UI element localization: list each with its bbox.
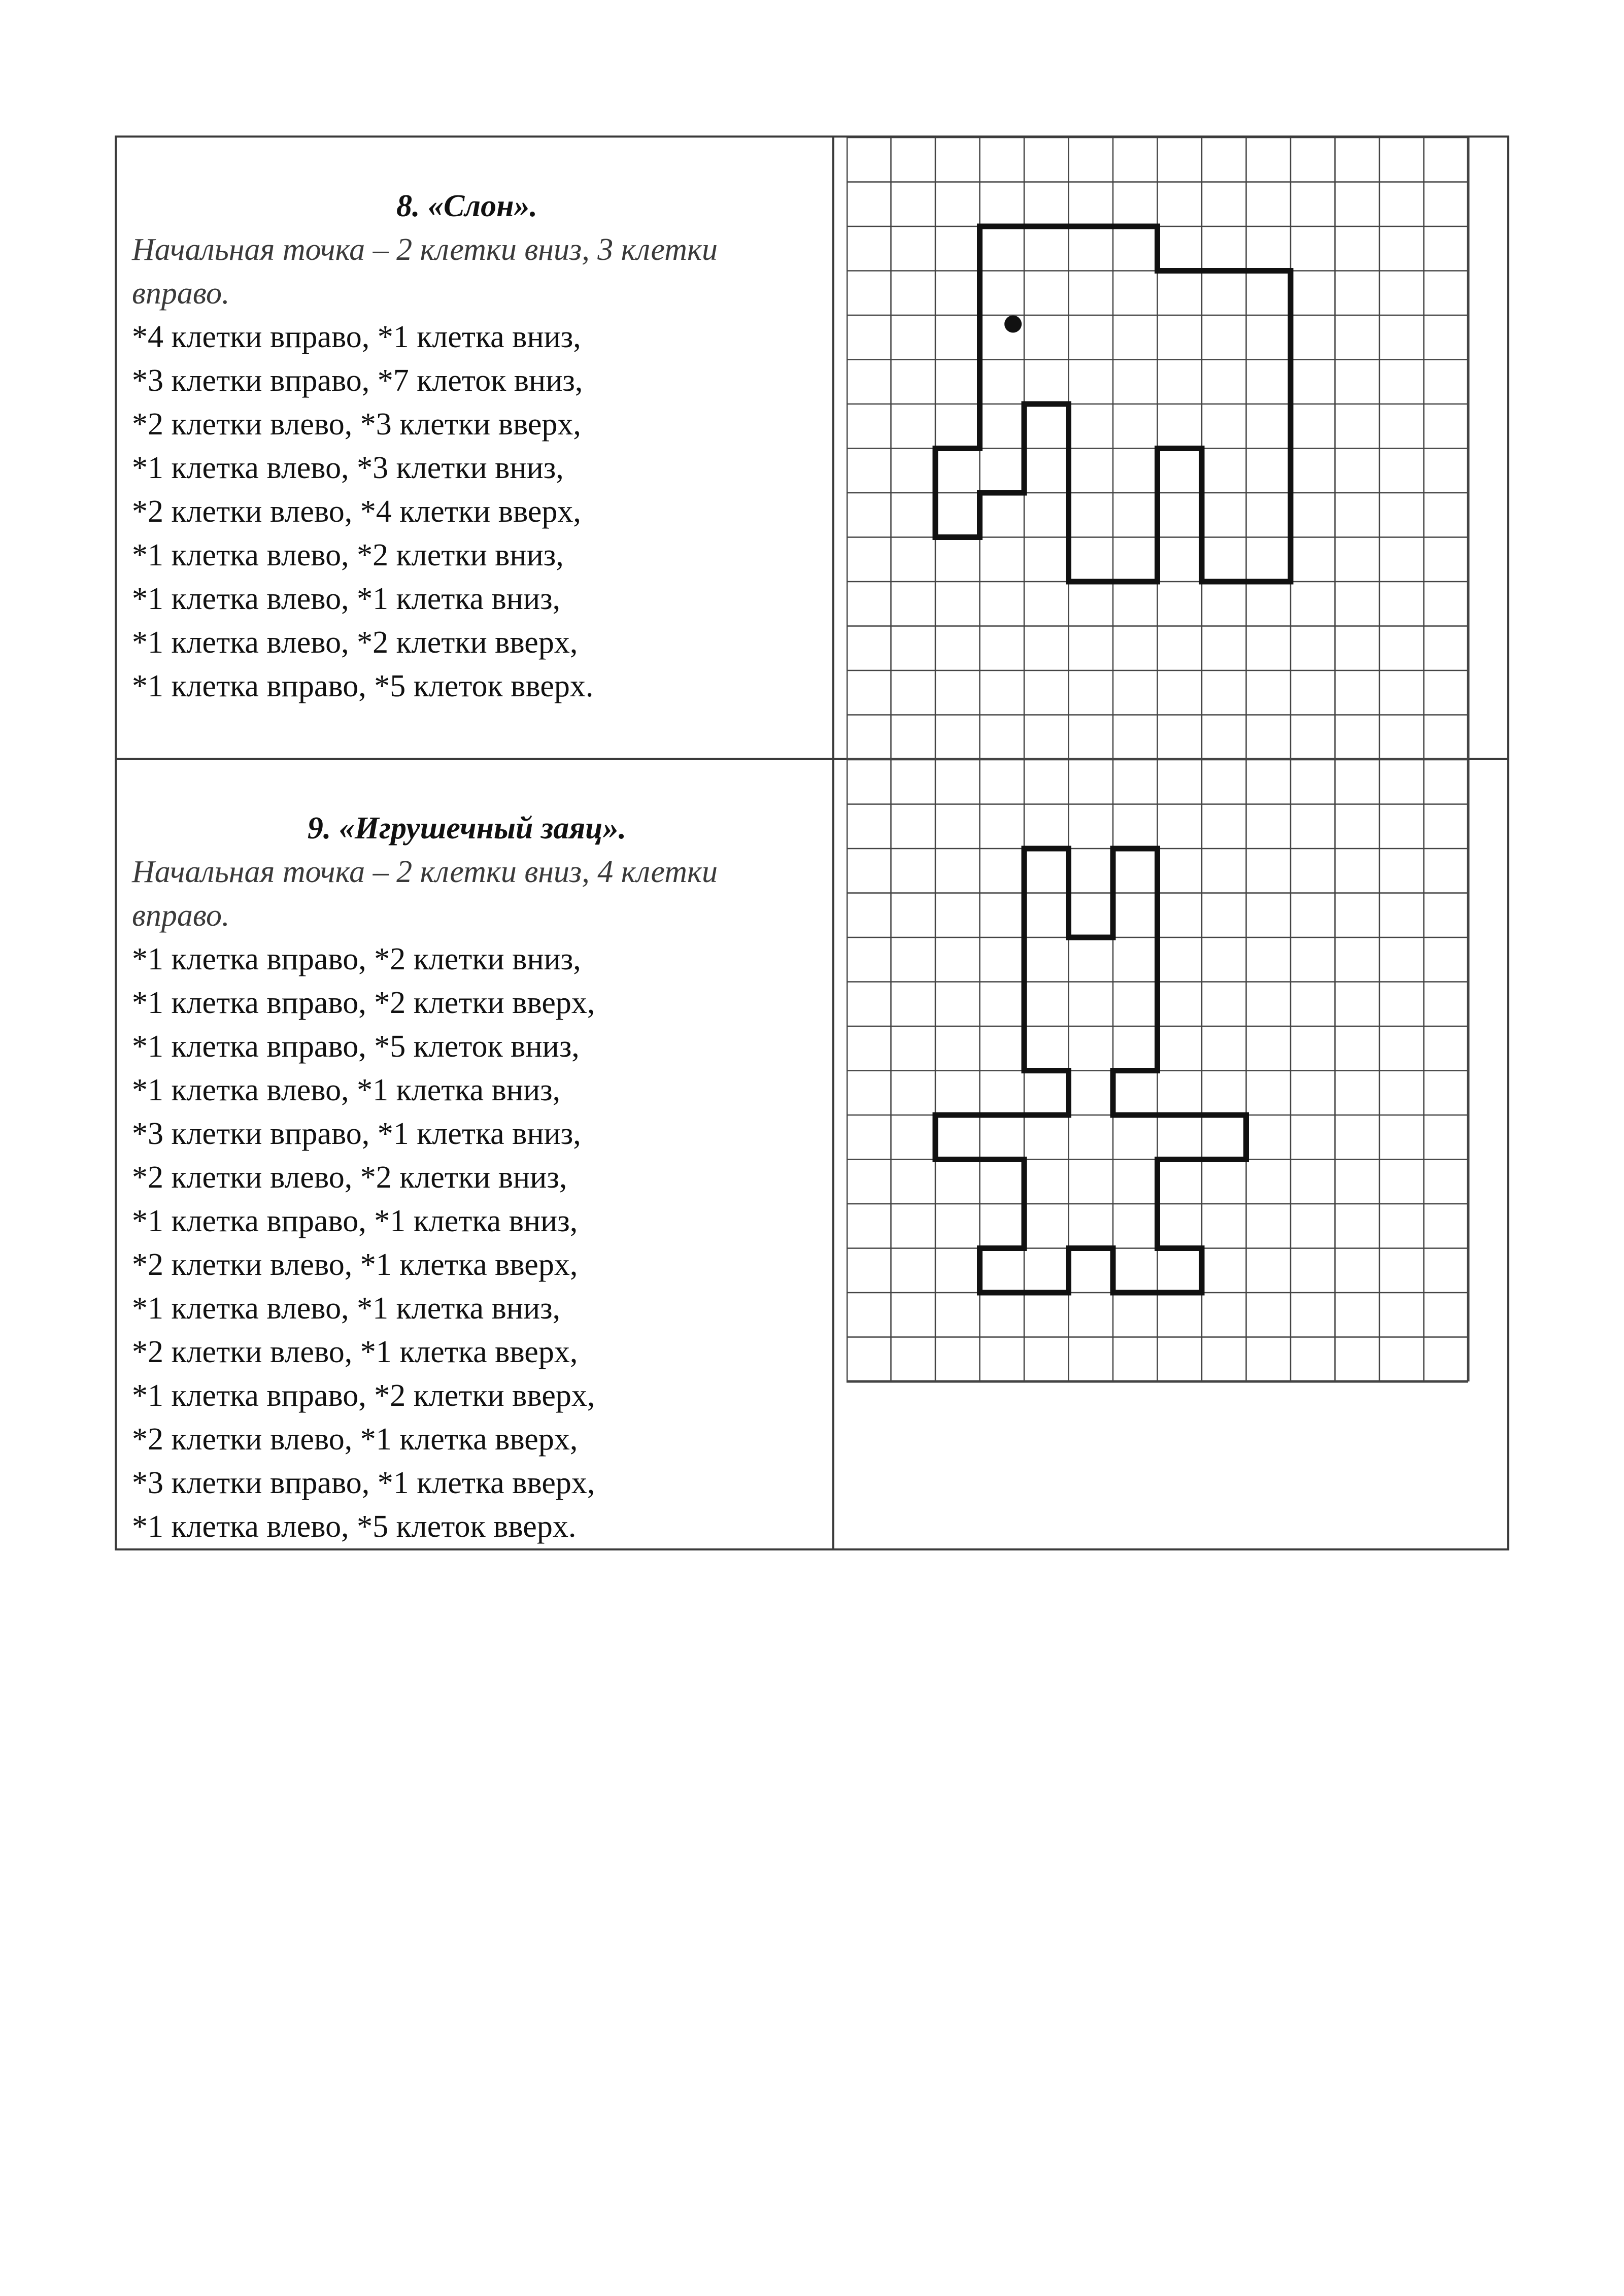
- task-step: *1 клетка вправо, *2 клетки вверх,: [132, 1378, 595, 1413]
- task-step: *3 клетки вправо, *1 клетка вниз,: [132, 1117, 581, 1151]
- task-text-block: [117, 760, 832, 1548]
- graph-paper-hare: [847, 760, 1470, 1389]
- task-step: *1 клетка влево, *2 клетки вниз,: [132, 538, 564, 572]
- task-step: *1 клетка вправо, *2 клетки вниз,: [132, 942, 581, 976]
- task-step: *1 клетка влево, *1 клетка вниз,: [132, 1291, 561, 1326]
- task-step: *1 клетка вправо, *2 клетки вверх,: [132, 986, 595, 1020]
- task-title: 8. «Слон».: [396, 189, 538, 223]
- eye-dot: [1004, 316, 1022, 333]
- task-step: *3 клетки вправо, *7 клеток вниз,: [132, 363, 583, 398]
- task-step: *2 клетки влево, *2 клетки вниз,: [132, 1160, 567, 1195]
- task-start-instruction: Начальная точка – 2 клетки вниз, 3 клетки вправо.: [132, 232, 718, 311]
- task-row-hare: [116, 759, 1508, 1549]
- task-step: *2 клетки влево, *1 клетка вверх,: [132, 1247, 578, 1282]
- task-steps: [132, 937, 832, 1548]
- graph-paper-elephant: [847, 138, 1470, 760]
- task-step: *3 клетки вправо, *1 клетка вверх,: [132, 1466, 595, 1500]
- task-text-cell: [116, 137, 833, 759]
- task-step: *1 клетка вправо, *5 клеток вниз,: [132, 1029, 580, 1064]
- task-step: *2 клетки влево, *1 клетка вверх,: [132, 1335, 578, 1369]
- worksheet-table: [115, 136, 1509, 1550]
- task-step: *2 клетки влево, *4 клетки вверх,: [132, 494, 581, 529]
- task-row-elephant: [116, 137, 1508, 759]
- task-step: *1 клетка влево, *1 клетка вниз,: [132, 1073, 561, 1107]
- task-steps: [132, 315, 832, 708]
- task-step: *2 клетки влево, *1 клетка вверх,: [132, 1422, 578, 1457]
- task-start-instruction: Начальная точка – 2 клетки вниз, 4 клетки вправо.: [132, 855, 718, 933]
- task-step: *1 клетка влево, *1 клетка вниз,: [132, 582, 561, 616]
- task-step: *1 клетка влево, *2 клетки вверх,: [132, 625, 578, 660]
- task-step: *1 клетка вправо, *5 клеток вверх.: [132, 669, 594, 703]
- grid-cell-hare: [833, 759, 1508, 1549]
- task-step: *1 клетка вправо, *1 клетка вниз,: [132, 1204, 578, 1238]
- task-text-block: [117, 138, 832, 708]
- task-step: *4 клетки вправо, *1 клетка вниз,: [132, 320, 581, 354]
- task-text-cell: [116, 759, 833, 1549]
- task-step: *1 клетка влево, *3 клетки вниз,: [132, 451, 564, 485]
- grid-cell-elephant: [833, 137, 1508, 759]
- task-step: *2 клетки влево, *3 клетки вверх,: [132, 407, 581, 442]
- task-title: 9. «Игрушечный заяц».: [307, 811, 627, 846]
- task-step: *1 клетка влево, *5 клеток вверх.: [132, 1509, 577, 1544]
